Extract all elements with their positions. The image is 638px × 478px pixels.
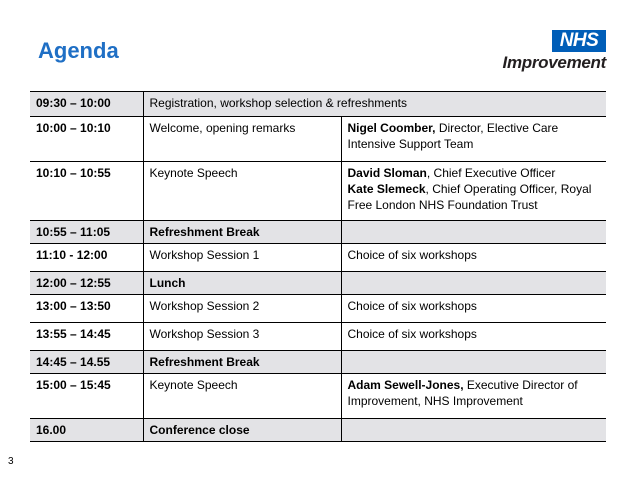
table-row bbox=[30, 374, 606, 419]
session-cell: Keynote Speech bbox=[143, 162, 341, 221]
table-row bbox=[30, 92, 606, 117]
speaker-cell bbox=[341, 351, 606, 374]
agenda-table bbox=[30, 91, 606, 442]
time-cell: 14:45 – 14.55 bbox=[30, 351, 143, 374]
speaker-role: , Chief Operating Officer, Royal Free London NHS Foundation Trust bbox=[347, 182, 592, 212]
time-cell: 10:10 – 10:55 bbox=[30, 162, 143, 221]
speaker-name: David Sloman bbox=[347, 166, 427, 180]
time-cell: 16.00 bbox=[30, 419, 143, 442]
table-row bbox=[30, 272, 606, 295]
table-row bbox=[30, 323, 606, 351]
speaker-cell bbox=[341, 162, 606, 221]
speaker-cell bbox=[341, 221, 606, 244]
time-cell: 09:30 – 10:00 bbox=[30, 92, 143, 117]
speaker-name: Adam Sewell-Jones, bbox=[347, 378, 464, 392]
speaker-role: , Chief Executive Officer bbox=[426, 166, 556, 180]
speaker-cell: Choice of six workshops bbox=[341, 244, 606, 272]
time-cell: 12:00 – 12:55 bbox=[30, 272, 143, 295]
speaker-cell bbox=[341, 374, 606, 419]
table-row bbox=[30, 221, 606, 244]
session-cell: Conference close bbox=[143, 419, 341, 442]
table-row bbox=[30, 117, 606, 162]
session-cell: Workshop Session 2 bbox=[143, 295, 341, 323]
table-row bbox=[30, 162, 606, 221]
time-cell: 13:55 – 14:45 bbox=[30, 323, 143, 351]
time-cell: 13:00 – 13:50 bbox=[30, 295, 143, 323]
speaker-role: Executive Director of Improvement, NHS Improvement bbox=[347, 378, 578, 408]
table-row bbox=[30, 295, 606, 323]
session-cell: Welcome, opening remarks bbox=[143, 117, 341, 162]
speaker-name: Kate Slemeck bbox=[347, 182, 426, 196]
session-cell: Workshop Session 3 bbox=[143, 323, 341, 351]
speaker-cell: Choice of six workshops bbox=[341, 295, 606, 323]
speaker-cell bbox=[341, 117, 606, 162]
session-cell: Refreshment Break bbox=[143, 351, 341, 374]
page-number: 3 bbox=[8, 456, 14, 467]
logo-text: Improvement bbox=[502, 53, 606, 72]
table-row bbox=[30, 351, 606, 374]
nhs-logo-badge: NHS bbox=[552, 30, 606, 52]
time-cell: 10:00 – 10:10 bbox=[30, 117, 143, 162]
session-cell: Workshop Session 1 bbox=[143, 244, 341, 272]
page-title: Agenda bbox=[38, 38, 119, 63]
session-cell: Registration, workshop selection & refreshments bbox=[143, 92, 606, 117]
speaker-role: Director, Elective Care Intensive Support Team bbox=[347, 121, 559, 151]
speaker-cell bbox=[341, 419, 606, 442]
time-cell: 10:55 – 11:05 bbox=[30, 221, 143, 244]
speaker-name: Nigel Coomber, bbox=[347, 121, 436, 135]
time-cell: 15:00 – 15:45 bbox=[30, 374, 143, 419]
session-cell: Keynote Speech bbox=[143, 374, 341, 419]
speaker-cell bbox=[341, 272, 606, 295]
session-cell: Lunch bbox=[143, 272, 341, 295]
table-row bbox=[30, 244, 606, 272]
nhs-improvement-logo bbox=[494, 30, 606, 74]
table-row bbox=[30, 419, 606, 442]
session-cell: Refreshment Break bbox=[143, 221, 341, 244]
time-cell: 11:10 - 12:00 bbox=[30, 244, 143, 272]
speaker-cell: Choice of six workshops bbox=[341, 323, 606, 351]
